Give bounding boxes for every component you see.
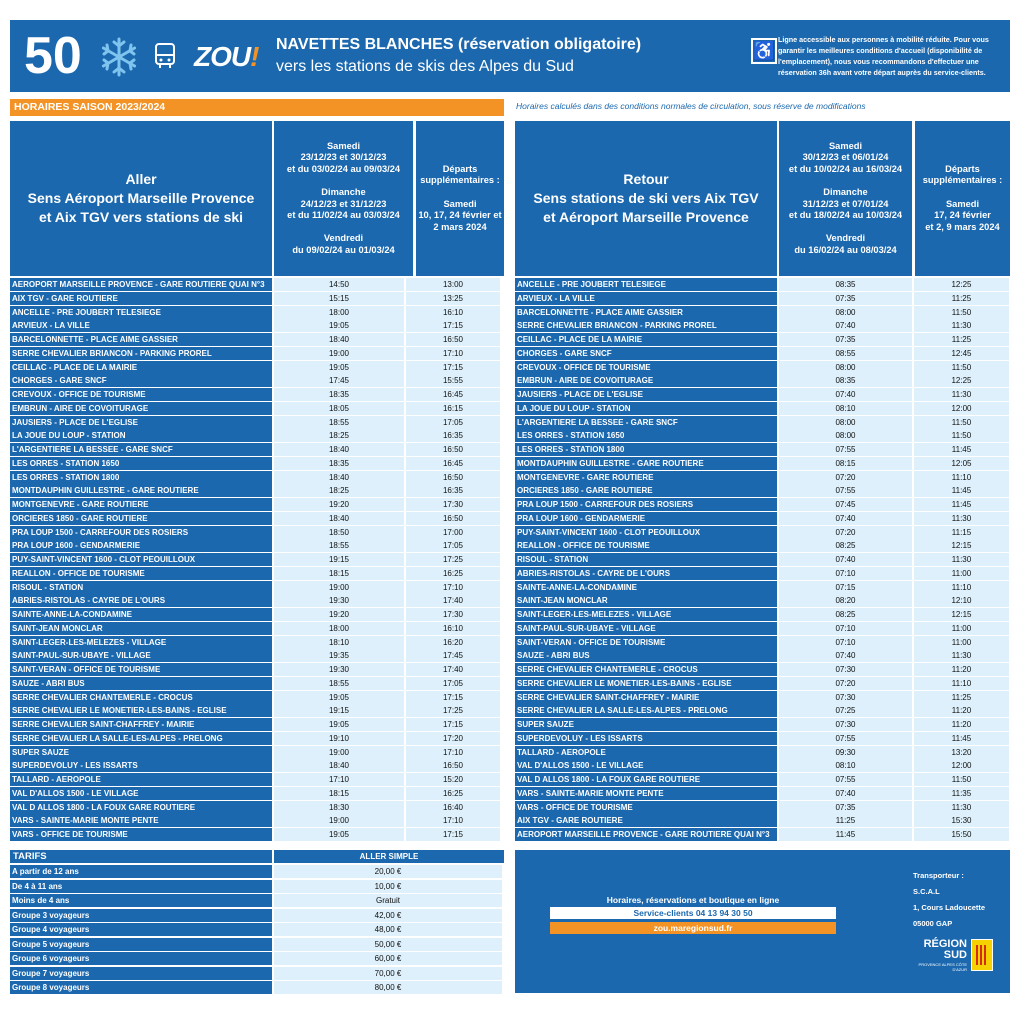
aller-value: 16:20 (406, 636, 500, 649)
retour-col-regular: Samedi 30/12/23 et 06/01/24 et du 10/02/24 au 16/03/24 Dimanche 31/12/23 et 07/01/24 et du 18/02/24 au 10/03/24 Vendredi du 16/02/24 au 08/03/24 (779, 121, 912, 276)
retour-label: VARS - OFFICE DE TOURISME (515, 801, 777, 814)
aller-label: PRA LOUP 1500 - CARREFOUR DES ROSIERS (10, 526, 272, 539)
aller-value: 19:00 (274, 581, 404, 594)
aller-value: 17:05 (406, 677, 500, 690)
retour-value: 11:30 (914, 801, 1009, 814)
tarif-label: Groupe 8 voyageurs (10, 981, 272, 994)
retour-value: 11:50 (914, 773, 1009, 786)
retour-value: 07:30 (779, 663, 912, 676)
retour-value: 08:35 (779, 278, 912, 291)
aller-value: 18:35 (274, 388, 404, 401)
aller-value: 17:25 (406, 553, 500, 566)
retour-value: 07:35 (779, 333, 912, 346)
service-phone[interactable]: Service-clients 04 13 94 30 50 (550, 907, 836, 919)
retour-label: SUPER SAUZE (515, 718, 777, 731)
aller-value: 19:00 (274, 347, 404, 360)
retour-label: VAL D'ALLOS 1500 - LE VILLAGE (515, 759, 777, 772)
tarifs-title: TARIFS (10, 850, 272, 863)
aller-label: EMBRUN - AIRE DE COVOITURAGE (10, 402, 272, 415)
aller-value: 17:05 (406, 539, 500, 552)
retour-label: TALLARD - AEROPOLE (515, 746, 777, 759)
retour-label: LA JOUE DU LOUP - STATION (515, 402, 777, 415)
retour-value: 07:20 (779, 526, 912, 539)
retour-label: SERRE CHEVALIER BRIANCON - PARKING PROREL (515, 319, 777, 332)
aller-label: MONTGENEVRE - GARE ROUTIERE (10, 498, 272, 511)
retour-value: 07:40 (779, 319, 912, 332)
retour-value: 11:20 (914, 663, 1009, 676)
aller-title: Aller Sens Aéroport Marseille Provence et Aix TGV vers stations de ski (10, 121, 272, 276)
retour-value: 12:00 (914, 759, 1009, 772)
aller-value: 19:30 (274, 594, 404, 607)
retour-value: 08:55 (779, 347, 912, 360)
retour-value: 11:30 (914, 319, 1009, 332)
retour-label: L'ARGENTIERE LA BESSEE - GARE SNCF (515, 416, 777, 429)
aller-value: 18:40 (274, 512, 404, 525)
aller-label: SUPER SAUZE (10, 746, 272, 759)
retour-value: 07:30 (779, 691, 912, 704)
aller-value: 17:40 (406, 663, 500, 676)
retour-value: 08:20 (779, 594, 912, 607)
aller-label: BARCELONNETTE - PLACE AIME GASSIER (10, 333, 272, 346)
retour-label: LES ORRES - STATION 1800 (515, 443, 777, 456)
tarif-value: 50,00 € (274, 938, 502, 951)
aller-label: AEROPORT MARSEILLE PROVENCE - GARE ROUTIERE QUAI N°3 (10, 278, 272, 291)
retour-value: 11:50 (914, 429, 1009, 442)
bus-icon (153, 42, 177, 70)
aller-label: VARS - SAINTE-MARIE MONTE PENTE (10, 814, 272, 827)
aller-value: 19:05 (274, 828, 404, 841)
aller-value: 16:45 (406, 457, 500, 470)
aller-label: LES ORRES - STATION 1800 (10, 471, 272, 484)
retour-label: LES ORRES - STATION 1650 (515, 429, 777, 442)
aller-value: 18:40 (274, 443, 404, 456)
aller-value: 18:55 (274, 677, 404, 690)
retour-value: 11:50 (914, 306, 1009, 319)
aller-value: 17:15 (406, 828, 500, 841)
retour-value: 12:45 (914, 347, 1009, 360)
retour-value: 11:20 (914, 718, 1009, 731)
tarif-value: 48,00 € (274, 923, 502, 936)
aller-label: SUPERDEVOLUY - LES ISSARTS (10, 759, 272, 772)
aller-label: ABRIES-RISTOLAS - CAYRE DE L'OURS (10, 594, 272, 607)
aller-value: 17:15 (406, 319, 500, 332)
retour-value: 11:30 (914, 388, 1009, 401)
retour-value: 08:15 (779, 457, 912, 470)
aller-value: 18:40 (274, 471, 404, 484)
retour-value: 07:55 (779, 443, 912, 456)
retour-label: JAUSIERS - PLACE DE L'EGLISE (515, 388, 777, 401)
aller-value: 17:00 (406, 526, 500, 539)
aller-value: 16:10 (406, 306, 500, 319)
aller-value: 18:30 (274, 801, 404, 814)
aller-value: 18:00 (274, 306, 404, 319)
retour-value: 12:25 (914, 278, 1009, 291)
wheelchair-icon: ♿ (751, 38, 777, 64)
aller-value: 18:35 (274, 457, 404, 470)
aller-value: 18:40 (274, 759, 404, 772)
retour-label: MONTDAUPHIN GUILLESTRE - GARE ROUTIERE (515, 457, 777, 470)
aller-value: 16:15 (406, 402, 500, 415)
aller-label: JAUSIERS - PLACE DE L'EGLISE (10, 416, 272, 429)
aller-value: 19:00 (274, 746, 404, 759)
retour-label: SAINT-JEAN MONCLAR (515, 594, 777, 607)
retour-value: 11:10 (914, 581, 1009, 594)
retour-label: PUY-SAINT-VINCENT 1600 - CLOT PEOUILLOUX (515, 526, 777, 539)
aller-value: 17:10 (406, 347, 500, 360)
retour-value: 08:25 (779, 608, 912, 621)
tarif-label: Groupe 6 voyageurs (10, 952, 272, 965)
retour-value: 07:40 (779, 787, 912, 800)
aller-value: 19:20 (274, 498, 404, 511)
aller-label: CEILLAC - PLACE DE LA MAIRIE (10, 361, 272, 374)
aller-label: PUY-SAINT-VINCENT 1600 - CLOT PEOUILLOUX (10, 553, 272, 566)
aller-label: SAINT-VERAN - OFFICE DE TOURISME (10, 663, 272, 676)
header-banner (10, 20, 1010, 92)
tarif-label: A partir de 12 ans (10, 865, 272, 878)
aller-label: L'ARGENTIERE LA BESSEE - GARE SNCF (10, 443, 272, 456)
retour-value: 07:40 (779, 388, 912, 401)
aller-value: 18:55 (274, 539, 404, 552)
aller-value: 17:25 (406, 704, 500, 717)
aller-value: 19:05 (274, 718, 404, 731)
tarif-value: Gratuit (274, 894, 502, 907)
retour-value: 11:10 (914, 677, 1009, 690)
page-title: NAVETTES BLANCHES (réservation obligatoire) (276, 36, 642, 53)
aller-label: SAINT-PAUL-SUR-UBAYE - VILLAGE (10, 649, 272, 662)
aller-label: SERRE CHEVALIER CHANTEMERLE - CROCUS (10, 691, 272, 704)
aller-value: 13:25 (406, 292, 500, 305)
retour-value: 08:10 (779, 759, 912, 772)
retour-value: 11:25 (779, 814, 912, 827)
aller-label: SERRE CHEVALIER BRIANCON - PARKING PROREL (10, 347, 272, 360)
retour-value: 07:35 (779, 801, 912, 814)
retour-value: 11:35 (914, 787, 1009, 800)
aller-value: 16:40 (406, 801, 500, 814)
retour-value: 07:20 (779, 677, 912, 690)
retour-value: 08:00 (779, 361, 912, 374)
disclaimer: Horaires calculés dans des conditions normales de circulation, sous réserve de modifications (516, 101, 866, 111)
aller-value: 18:25 (274, 429, 404, 442)
retour-label: REALLON - OFFICE DE TOURISME (515, 539, 777, 552)
retour-value: 11:45 (914, 498, 1009, 511)
retour-label: AEROPORT MARSEILLE PROVENCE - GARE ROUTIERE QUAI N°3 (515, 828, 777, 841)
season-label: HORAIRES SAISON 2023/2024 (10, 99, 504, 116)
retour-value: 11:25 (914, 292, 1009, 305)
aller-value: 16:50 (406, 759, 500, 772)
aller-value: 19:00 (274, 814, 404, 827)
aller-value: 16:45 (406, 388, 500, 401)
aller-label: ORCIERES 1850 - GARE ROUTIERE (10, 512, 272, 525)
retour-value: 11:20 (914, 704, 1009, 717)
online-label: Horaires, réservations et boutique en ligne (606, 895, 780, 905)
retour-value: 08:00 (779, 416, 912, 429)
aller-value: 19:35 (274, 649, 404, 662)
retour-label: PRA LOUP 1600 - GENDARMERIE (515, 512, 777, 525)
retour-value: 11:45 (914, 443, 1009, 456)
aller-value: 17:10 (274, 773, 404, 786)
aller-label: MONTDAUPHIN GUILLESTRE - GARE ROUTIERE (10, 484, 272, 497)
accessibility-note: Ligne accessible aux personnes à mobilité réduite. Pour vous garantir les meilleures conditions d'accueil (disponibilité de l'emplacement), nous vous recommandons d'effectuer une réservation 36h avant votre départ auprès du service-clients. (778, 35, 989, 77)
aller-label: PRA LOUP 1600 - GENDARMERIE (10, 539, 272, 552)
retour-value: 07:55 (779, 484, 912, 497)
tarif-value: 70,00 € (274, 967, 502, 980)
tarifs-column: ALLER SIMPLE (274, 850, 504, 863)
retour-value: 07:35 (779, 292, 912, 305)
aller-value: 19:15 (274, 553, 404, 566)
tarif-value: 42,00 € (274, 909, 502, 922)
tarif-label: Groupe 3 voyageurs (10, 909, 272, 922)
retour-label: VARS - SAINTE-MARIE MONTE PENTE (515, 787, 777, 800)
line-number: 50 (24, 27, 82, 85)
region-sud-subtitle: PROVENCE ALPES CÔTE D'AZUR (918, 962, 967, 972)
aller-value: 16:50 (406, 333, 500, 346)
retour-value: 15:30 (914, 814, 1009, 827)
aller-value: 19:20 (274, 608, 404, 621)
aller-label: SAINT-LEGER-LES-MELEZES - VILLAGE (10, 636, 272, 649)
snowflake-icon (98, 36, 140, 78)
aller-value: 17:45 (406, 649, 500, 662)
aller-col-regular: Samedi 23/12/23 et 30/12/23 et du 03/02/24 au 09/03/24 Dimanche 24/12/23 et 31/12/23 et du 11/02/24 au 03/03/24 Vendredi du 09/02/24 au 01/03/24 (274, 121, 413, 276)
retour-value: 11:25 (914, 691, 1009, 704)
aller-value: 17:05 (406, 416, 500, 429)
retour-label: CHORGES - GARE SNCF (515, 347, 777, 360)
retour-value: 11:45 (914, 732, 1009, 745)
region-sud-logo: RÉGION SUD (923, 938, 967, 961)
retour-value: 07:55 (779, 773, 912, 786)
aller-value: 16:50 (406, 471, 500, 484)
aller-value: 13:00 (406, 278, 500, 291)
aller-value: 18:05 (274, 402, 404, 415)
retour-value: 07:30 (779, 718, 912, 731)
tarif-value: 20,00 € (274, 865, 502, 878)
retour-value: 11:15 (914, 526, 1009, 539)
retour-value: 07:15 (779, 581, 912, 594)
retour-value: 12:25 (914, 374, 1009, 387)
retour-value: 07:10 (779, 622, 912, 635)
retour-value: 11:10 (914, 471, 1009, 484)
aller-value: 16:50 (406, 443, 500, 456)
tarif-label: De 4 à 11 ans (10, 880, 272, 893)
aller-label: SAINTE-ANNE-LA-CONDAMINE (10, 608, 272, 621)
retour-label: SAINT-LEGER-LES-MELEZES - VILLAGE (515, 608, 777, 621)
retour-value: 11:00 (914, 622, 1009, 635)
retour-value: 11:30 (914, 512, 1009, 525)
retour-value: 11:30 (914, 553, 1009, 566)
aller-value: 17:10 (406, 581, 500, 594)
retour-value: 08:00 (779, 429, 912, 442)
retour-label: SERRE CHEVALIER CHANTEMERLE - CROCUS (515, 663, 777, 676)
aller-label: SERRE CHEVALIER SAINT-CHAFFREY - MAIRIE (10, 718, 272, 731)
region-flag-icon (971, 939, 993, 971)
retour-label: ARVIEUX - LA VILLE (515, 292, 777, 305)
retour-value: 09:30 (779, 746, 912, 759)
retour-title: Retour Sens stations de ski vers Aix TGV et Aéroport Marseille Provence (515, 121, 777, 276)
aller-label: ARVIEUX - LA VILLE (10, 319, 272, 332)
retour-value: 07:40 (779, 553, 912, 566)
retour-value: 11:45 (914, 484, 1009, 497)
tarif-value: 60,00 € (274, 952, 502, 965)
aller-label: ANCELLE - PRE JOUBERT TELESIEGE (10, 306, 272, 319)
retour-value: 08:35 (779, 374, 912, 387)
aller-label: SERRE CHEVALIER LA SALLE-LES-ALPES - PRELONG (10, 732, 272, 745)
aller-label: SAINT-JEAN MONCLAR (10, 622, 272, 635)
retour-value: 13:20 (914, 746, 1009, 759)
retour-value: 08:25 (779, 539, 912, 552)
retour-label: BARCELONNETTE - PLACE AIME GASSIER (515, 306, 777, 319)
retour-label: SAINT-PAUL-SUR-UBAYE - VILLAGE (515, 622, 777, 635)
aller-label: LA JOUE DU LOUP - STATION (10, 429, 272, 442)
retour-label: AIX TGV - GARE ROUTIERE (515, 814, 777, 827)
tarif-label: Groupe 4 voyageurs (10, 923, 272, 936)
retour-label: ANCELLE - PRE JOUBERT TELESIEGE (515, 278, 777, 291)
retour-value: 07:20 (779, 471, 912, 484)
retour-value: 07:40 (779, 649, 912, 662)
aller-value: 19:05 (274, 691, 404, 704)
aller-label: VARS - OFFICE DE TOURISME (10, 828, 272, 841)
aller-label: LES ORRES - STATION 1650 (10, 457, 272, 470)
aller-value: 19:30 (274, 663, 404, 676)
aller-value: 17:30 (406, 498, 500, 511)
retour-value: 11:00 (914, 567, 1009, 580)
zou-logo: ZOU! (194, 41, 259, 72)
aller-value: 17:10 (406, 814, 500, 827)
aller-value: 17:15 (406, 691, 500, 704)
tarif-value: 10,00 € (274, 880, 502, 893)
aller-label: AIX TGV - GARE ROUTIERE (10, 292, 272, 305)
retour-value: 07:25 (779, 704, 912, 717)
aller-label: SERRE CHEVALIER LE MONETIER-LES-BAINS - EGLISE (10, 704, 272, 717)
retour-value: 12:05 (914, 457, 1009, 470)
aller-col-extra: Départs supplémentaires : Samedi 10, 17, 24 février et 2 mars 2024 (416, 121, 504, 276)
retour-value: 12:00 (914, 402, 1009, 415)
tarif-label: Groupe 5 voyageurs (10, 938, 272, 951)
retour-value: 07:40 (779, 512, 912, 525)
retour-value: 11:50 (914, 416, 1009, 429)
retour-label: SERRE CHEVALIER LE MONETIER-LES-BAINS - EGLISE (515, 677, 777, 690)
aller-value: 14:50 (274, 278, 404, 291)
aller-value: 19:15 (274, 704, 404, 717)
aller-label: VAL D ALLOS 1800 - LA FOUX GARE ROUTIERE (10, 801, 272, 814)
retour-label: VAL D ALLOS 1800 - LA FOUX GARE ROUTIERE (515, 773, 777, 786)
aller-value: 18:25 (274, 484, 404, 497)
retour-label: SAINT-VERAN - OFFICE DE TOURISME (515, 636, 777, 649)
retour-value: 07:10 (779, 636, 912, 649)
retour-value: 07:45 (779, 498, 912, 511)
aller-value: 16:50 (406, 512, 500, 525)
retour-value: 07:10 (779, 567, 912, 580)
aller-value: 18:15 (274, 567, 404, 580)
aller-label: REALLON - OFFICE DE TOURISME (10, 567, 272, 580)
aller-value: 18:50 (274, 526, 404, 539)
tarif-label: Moins de 4 ans (10, 894, 272, 907)
retour-value: 11:30 (914, 649, 1009, 662)
retour-label: RISOUL - STATION (515, 553, 777, 566)
retour-value: 12:15 (914, 608, 1009, 621)
retour-value: 11:25 (914, 333, 1009, 346)
info-panel (515, 850, 1010, 993)
retour-label: MONTGENEVRE - GARE ROUTIERE (515, 471, 777, 484)
aller-value: 17:45 (274, 374, 404, 387)
aller-label: RISOUL - STATION (10, 581, 272, 594)
aller-value: 19:05 (274, 319, 404, 332)
retour-label: SERRE CHEVALIER SAINT-CHAFFREY - MAIRIE (515, 691, 777, 704)
aller-value: 16:25 (406, 787, 500, 800)
retour-label: SAINTE-ANNE-LA-CONDAMINE (515, 581, 777, 594)
aller-value: 17:10 (406, 746, 500, 759)
aller-value: 18:00 (274, 622, 404, 635)
aller-value: 19:05 (274, 361, 404, 374)
aller-value: 17:15 (406, 718, 500, 731)
aller-label: TALLARD - AEROPOLE (10, 773, 272, 786)
retour-label: SUPERDEVOLUY - LES ISSARTS (515, 732, 777, 745)
aller-value: 16:25 (406, 567, 500, 580)
retour-value: 15:50 (914, 828, 1009, 841)
aller-label: CHORGES - GARE SNCF (10, 374, 272, 387)
retour-value: 08:10 (779, 402, 912, 415)
retour-label: PRA LOUP 1500 - CARREFOUR DES ROSIERS (515, 498, 777, 511)
aller-value: 16:35 (406, 484, 500, 497)
retour-value: 12:10 (914, 594, 1009, 607)
retour-value: 07:55 (779, 732, 912, 745)
transporteur-info: Transporteur : S.C.A.L 1, Cours Ladoucette 05000 GAP (913, 871, 986, 928)
website-link[interactable]: zou.maregionsud.fr (550, 922, 836, 934)
aller-value: 18:55 (274, 416, 404, 429)
aller-value: 15:20 (406, 773, 500, 786)
aller-label: SAUZE - ABRI BUS (10, 677, 272, 690)
retour-value: 11:00 (914, 636, 1009, 649)
aller-label: VAL D'ALLOS 1500 - LE VILLAGE (10, 787, 272, 800)
aller-value: 19:10 (274, 732, 404, 745)
aller-value: 17:40 (406, 594, 500, 607)
retour-value: 11:45 (779, 828, 912, 841)
aller-value: 15:55 (406, 374, 500, 387)
tarif-label: Groupe 7 voyageurs (10, 967, 272, 980)
aller-label: CREVOUX - OFFICE DE TOURISME (10, 388, 272, 401)
retour-value: 11:50 (914, 361, 1009, 374)
retour-label: CREVOUX - OFFICE DE TOURISME (515, 361, 777, 374)
aller-value: 17:15 (406, 361, 500, 374)
retour-label: SERRE CHEVALIER LA SALLE-LES-ALPES - PRELONG (515, 704, 777, 717)
aller-value: 16:35 (406, 429, 500, 442)
retour-label: SAUZE - ABRI BUS (515, 649, 777, 662)
retour-col-extra: Départs supplémentaires : Samedi 17, 24 février et 2, 9 mars 2024 (915, 121, 1010, 276)
aller-value: 18:40 (274, 333, 404, 346)
aller-value: 17:30 (406, 608, 500, 621)
aller-value: 18:15 (274, 787, 404, 800)
retour-label: ABRIES-RISTOLAS - CAYRE DE L'OURS (515, 567, 777, 580)
retour-value: 08:00 (779, 306, 912, 319)
retour-label: CEILLAC - PLACE DE LA MAIRIE (515, 333, 777, 346)
retour-label: ORCIERES 1850 - GARE ROUTIERE (515, 484, 777, 497)
retour-value: 12:15 (914, 539, 1009, 552)
aller-value: 17:20 (406, 732, 500, 745)
tarif-value: 80,00 € (274, 981, 502, 994)
page-subtitle: vers les stations de skis des Alpes du Sud (276, 58, 574, 75)
aller-value: 16:10 (406, 622, 500, 635)
aller-value: 18:10 (274, 636, 404, 649)
retour-label: EMBRUN - AIRE DE COVOITURAGE (515, 374, 777, 387)
aller-value: 15:15 (274, 292, 404, 305)
